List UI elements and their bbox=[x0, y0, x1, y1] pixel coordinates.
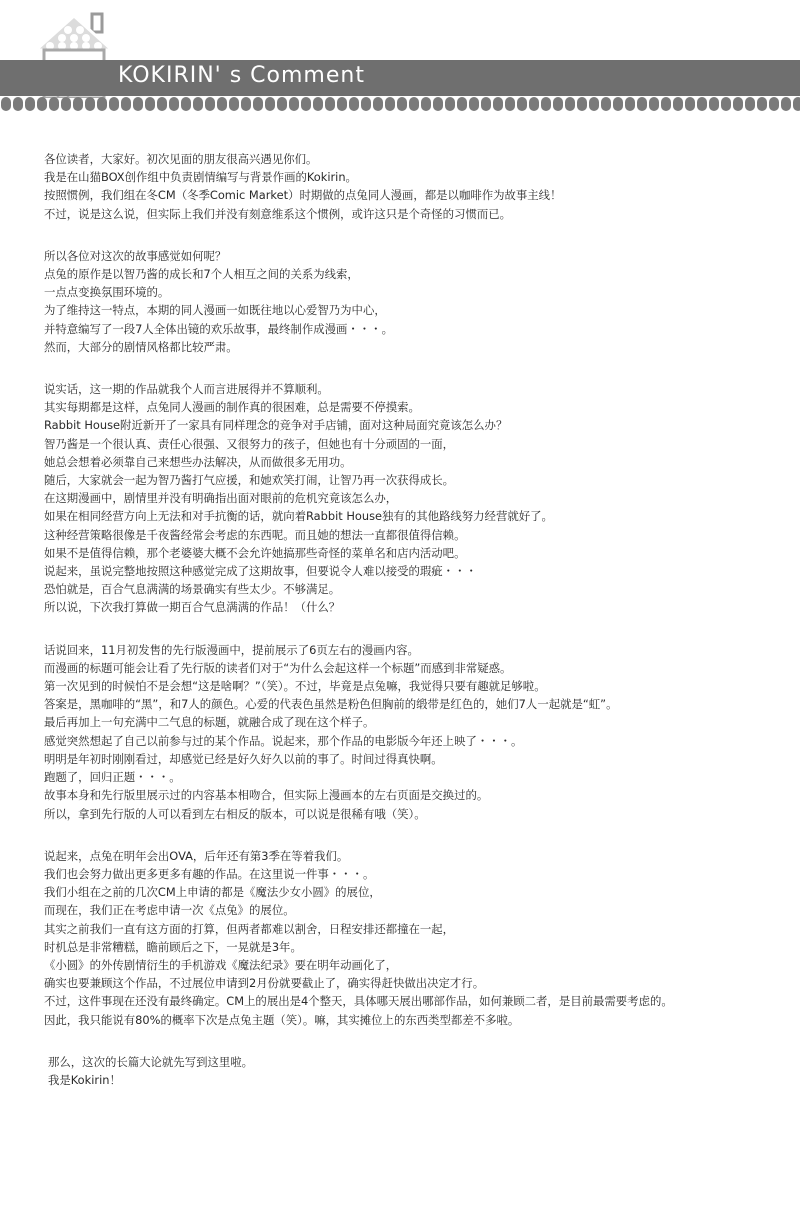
text-line: 其实每期都是这样，点兔同人漫画的制作真的很困难，总是需要不停摸索。 bbox=[44, 400, 420, 415]
text-line: 在这期漫画中，剧情里并没有明确指出面对眼前的危机究竟该怎么办， bbox=[44, 491, 398, 506]
text-line: 为了维持这一特点，本期的同人漫画一如既往地以心爱智乃为中心， bbox=[44, 303, 386, 318]
text-line: 话说回来，11月初发售的先行版漫画中，提前展示了6页左右的漫画内容。 bbox=[44, 642, 419, 657]
scallop-border bbox=[0, 97, 800, 115]
text-line: 如果在相同经营方向上无法和对手抗衡的话，就向着Rabbit House独有的其他路线努力经营就好了。 bbox=[44, 509, 553, 524]
text-line: 点兔的原作是以智乃酱的成长和7个人相互之间的关系为线索， bbox=[44, 267, 359, 282]
text-line: Rabbit House附近新开了一家具有同样理念的竞争对手店铺，面对这种局面究竟该怎么办？ bbox=[44, 418, 508, 433]
text-line: 说实话，这一期的作品就我个人而言进展得并不算顺利。 bbox=[44, 382, 329, 397]
text-line: 而现在，我们正在考虑申请一次《点兔》的展位。 bbox=[44, 903, 295, 918]
text-line: 跑题了，回归正题・・・。 bbox=[44, 770, 181, 785]
text-line: 那么，这次的长篇大论就先写到这里啦。 bbox=[48, 1054, 254, 1069]
paragraph-1 bbox=[44, 150, 784, 223]
text-line: 如果不是值得信赖，那个老婆婆大概不会允许她搞那些奇怪的菜单名和店内活动吧。 bbox=[44, 545, 466, 560]
text-line: 故事本身和先行版里展示过的内容基本相吻合，但实际上漫画本的左右页面是交换过的。 bbox=[44, 788, 489, 803]
text-line: 时机总是非常糟糕，瞻前顾后之下，一晃就是3年。 bbox=[44, 939, 302, 954]
text-line: 《小圆》的外传剧情衍生的手机游戏《魔法纪录》要在明年动画化了， bbox=[44, 957, 398, 972]
text-line: 说起来，点兔在明年会出OVA，后年还有第3季在等着我们。 bbox=[44, 848, 349, 863]
text-line: 她总会想着必须靠自己来想些办法解决，从而做很多无用功。 bbox=[44, 454, 352, 469]
author-signature: 我是Kokirin！ bbox=[48, 1072, 121, 1087]
text-line: 我是在山猫BOX创作组中负责剧情编写与背景作画的Kokirin。 bbox=[44, 170, 357, 185]
text-line: 答案是，黑咖啡的“黑”，和7人的颜色。心爱的代表色虽然是粉色但胸前的缎带是红色的，她们7人一起就是“虹”。 bbox=[44, 697, 618, 712]
page-header bbox=[0, 0, 800, 130]
text-line: 恐怕就是，百合气息满满的场景确实有些太少。不够满足。 bbox=[44, 582, 341, 597]
text-line: 说起来，虽说完整地按照这种感觉完成了这期故事，但要说令人难以接受的瑕疵・・・ bbox=[44, 564, 477, 579]
sign-off bbox=[44, 1053, 784, 1089]
comment-body bbox=[44, 150, 784, 1089]
text-line: 因此，我只能说有80%的概率下次是点兔主题（笑）。嘛，其实摊位上的东西类型都差不多啦。 bbox=[44, 1012, 520, 1027]
text-line: 所以说，下次我打算做一期百合气息满满的作品！（什么？ bbox=[44, 600, 341, 615]
paragraph-2 bbox=[44, 247, 784, 356]
text-line: 明明是年初时刚刚看过，却感觉已经是好久好久以前的事了。时间过得真快啊。 bbox=[44, 751, 443, 766]
text-line: 而漫画的标题可能会让看了先行版的读者们对于“为什么会起这样一个标题”而感到非常疑惑。 bbox=[44, 660, 512, 675]
paragraph-3 bbox=[44, 380, 784, 617]
paragraph-4 bbox=[44, 641, 784, 823]
text-line: 最后再加上一句充满中二气息的标题，就融合成了现在这个样子。 bbox=[44, 715, 375, 730]
text-line: 所以各位对这次的故事感觉如何呢？ bbox=[44, 248, 227, 263]
text-line: 不过，这件事现在还没有最终确定。CM上的展出是4个整天，具体哪天展出哪部作品，如何兼顾二者，是目前最需要考虑的。 bbox=[44, 994, 673, 1009]
text-line: 各位读者，大家好。初次见面的朋友很高兴遇见你们。 bbox=[44, 152, 318, 166]
text-line: 我们小组在之前的几次CM上申请的都是《魔法少女小圆》的展位， bbox=[44, 885, 381, 900]
page-title: KOKIRIN' s Comment bbox=[118, 63, 365, 88]
text-line: 随后，大家就会一起为智乃酱打气应援，和她欢笑打闹，让智乃再一次获得成长。 bbox=[44, 473, 455, 488]
text-line: 所以，拿到先行版的人可以看到左右相反的版本，可以说是很稀有哦（笑）。 bbox=[44, 806, 426, 821]
text-line: 第一次见到的时候怕不是会想“这是啥啊？”（笑）。不过，毕竟是点兔嘛，我觉得只要有趣就足够啦。 bbox=[44, 679, 546, 694]
text-line: 感觉突然想起了自己以前参与过的某个作品。说起来，那个作品的电影版今年还上映了・・・。 bbox=[44, 733, 523, 748]
text-line: 我们也会努力做出更多更多有趣的作品。在这里说一件事・・・。 bbox=[44, 866, 375, 881]
text-line: 然而，大部分的剧情风格都比较严肃。 bbox=[44, 339, 238, 354]
paragraph-5 bbox=[44, 847, 784, 1029]
text-line: 并特意编写了一段7人全体出镜的欢乐故事，最终制作成漫画・・・。 bbox=[44, 321, 393, 336]
text-line: 一点点变换氛围环境的。 bbox=[44, 285, 170, 300]
text-line: 确实也要兼顾这个作品，不过展位申请到2月份就要截止了，确实得赶快做出决定才行。 bbox=[44, 976, 485, 991]
text-line: 其实之前我们一直有这方面的打算，但两者都难以割舍，日程安排还都撞在一起， bbox=[44, 921, 455, 936]
text-line: 这种经营策略很像是千夜酱经常会考虑的东西呢。而且她的想法一直都很值得信赖。 bbox=[44, 527, 466, 542]
text-line: 不过，说是这么说，但实际上我们并没有刻意维系这个惯例，或许这只是个奇怪的习惯而已。 bbox=[44, 206, 512, 221]
text-line: 按照惯例，我们组在冬CM（冬季Comic Market）时期做的点兔同人漫画，都是以咖啡作为故事主线！ bbox=[44, 188, 562, 203]
text-line: 智乃酱是一个很认真、责任心很强、又很努力的孩子，但她也有十分顽固的一面， bbox=[44, 436, 455, 451]
